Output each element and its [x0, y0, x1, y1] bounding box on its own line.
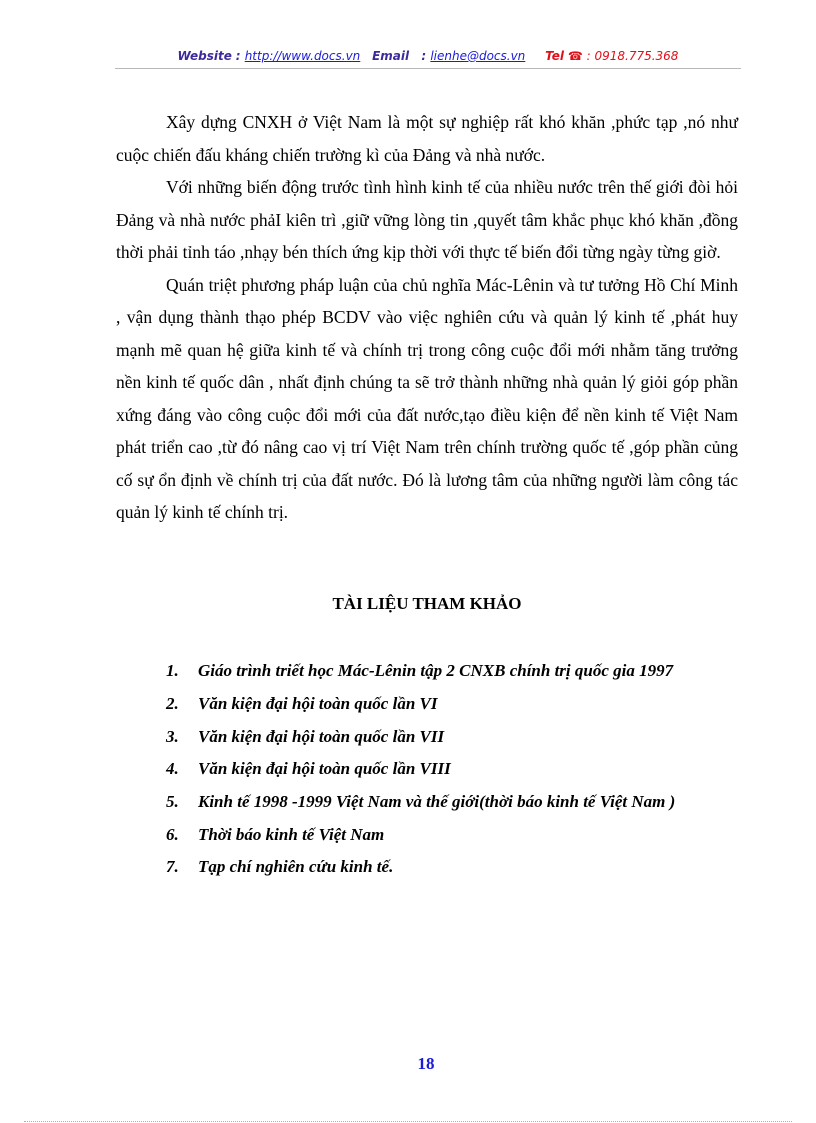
footer-divider — [24, 1121, 792, 1122]
reference-text: Văn kiện đại hội toàn quốc lần VI — [198, 694, 438, 714]
reference-number: 2. — [166, 694, 179, 714]
reference-text: Văn kiện đại hội toàn quốc lần VII — [198, 726, 445, 746]
website-label: Website — [177, 49, 232, 63]
reference-text: Kinh tế 1998 -1999 Việt Nam và thế giới(thời báo kinh tế Việt Nam ) — [198, 792, 676, 812]
phone-icon: ☎ — [567, 49, 583, 63]
reference-number: 6. — [166, 824, 179, 844]
reference-text: Tạp chí nghiên cứu kinh tế. — [198, 857, 394, 877]
reference-item — [166, 786, 766, 819]
paragraph: Quán triệt phương pháp luận của chủ nghĩa Mác-Lênin và tư tưởng Hồ Chí Minh , vận dụng thành thạo phép BCDV vào việc nghiên cứu và quản lý kinh tế ,phát huy mạnh mẽ quan hệ giữa kinh tế và chính trị trong công cuộc đổi mới nhằm tăng trưởng nền kinh tế quốc dân , nhất định chúng ta sẽ trở thành những nhà quản lý giỏi góp phần xứng đáng vào công cuộc đổi mới của đất nước,tạo điều kiện để nền kinh tế Việt Nam phát triển cao ,từ đó nâng cao vị trí Việt Nam trên chính trường quốc tế ,góp phần củng cố sự ổn định về chính trị của đất nước. Đó là lương tâm của những người làm công tác quản lý kinh tế chính trị. — [116, 274, 738, 522]
reference-item — [166, 720, 766, 753]
paragraph: Với những biến động trước tình hình kinh tế của nhiều nước trên thế giới đòi hỏi Đảng và nhà nước phảI kiên trì ,giữ vững lòng tin ,quyết tâm khắc phục khó khăn ,đồng thời phải tỉnh táo ,nhạy bén thích ứng kịp thời với thực tế biến đổi từng ngày từng giờ. — [116, 177, 738, 262]
reference-number: 1. — [166, 661, 179, 681]
reference-item — [166, 818, 766, 851]
reference-number: 4. — [166, 759, 179, 779]
reference-item — [166, 851, 766, 884]
references-title: TÀI LIỆU THAM KHẢO — [332, 594, 522, 613]
page-header: Website : http://www.docs.vn Email : lienhe@docs.vn Tel ☎ : 0918.775.368 — [115, 48, 741, 69]
tel-label: Tel — [545, 49, 565, 63]
email-link[interactable]: lienhe@docs.vn — [430, 49, 526, 63]
reference-text: Thời báo kinh tế Việt Nam — [198, 824, 385, 844]
references-list — [166, 655, 766, 884]
paragraph: Xây dựng CNXH ở Việt Nam là một sự nghiệp rất khó khăn ,phức tạp ,nó như cuộc chiến đấu kháng chiến trường kì của Đảng và nhà nước. — [116, 112, 738, 165]
reference-item — [166, 688, 766, 721]
reference-number: 5. — [166, 792, 179, 812]
reference-number: 3. — [166, 726, 179, 746]
tel-number: 0918.775.368 — [594, 49, 679, 63]
email-label: Email — [372, 49, 410, 63]
reference-text: Giáo trình triết học Mác-Lênin tập 2 CNXB chính trị quốc gia 1997 — [198, 661, 674, 681]
reference-text: Văn kiện đại hội toàn quốc lần VIII — [198, 759, 451, 779]
page-number: 18 — [417, 1054, 435, 1073]
reference-number: 7. — [166, 857, 179, 877]
reference-item — [166, 655, 766, 688]
reference-item — [166, 753, 766, 786]
website-link[interactable]: http://www.docs.vn — [244, 49, 361, 63]
body-text — [116, 106, 738, 529]
